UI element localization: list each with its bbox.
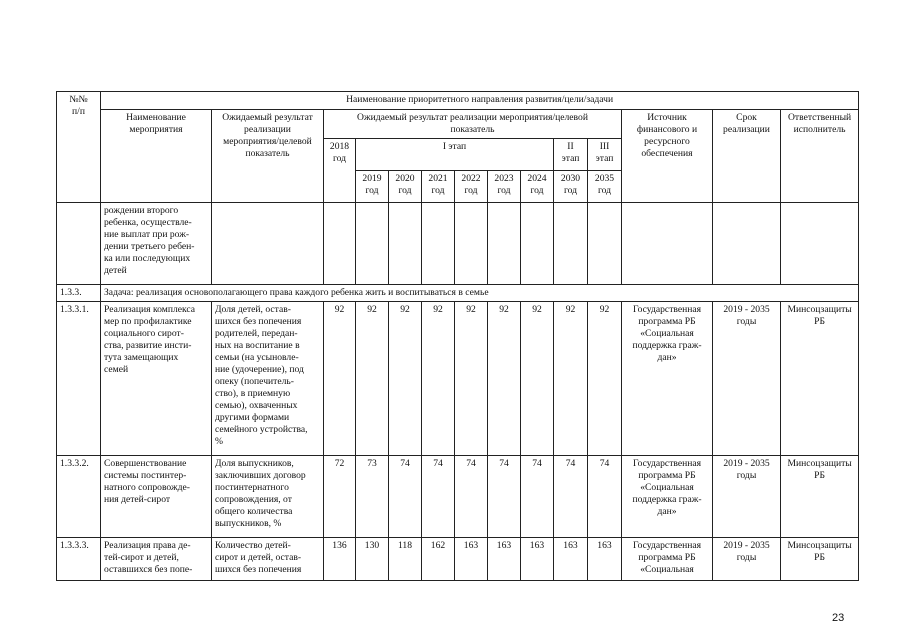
row-num: 1.3.3.1. (57, 302, 101, 456)
row-indicator: Количество детей- сирот и детей, остав- шихся без попечения (212, 538, 324, 581)
task-num: 1.3.3. (57, 285, 101, 302)
header-funding-source: Источник финансового и ресурсного обеспечения (622, 110, 713, 203)
row-num: 1.3.3.3. (57, 538, 101, 581)
row-term: 2019 - 2035 годы (713, 456, 781, 538)
row-value-2018: 72 (324, 456, 356, 538)
row-num: 1.3.3.2. (57, 456, 101, 538)
header-stage-2: II этап (554, 139, 588, 171)
row-value-2024: 92 (521, 302, 554, 456)
row-value-2024: 74 (521, 456, 554, 538)
header-expected-impl: Ожидаемый результат реализации мероприятия/целевой показатель (324, 110, 622, 139)
row-value-2021: 92 (422, 302, 455, 456)
row-value-2020: 74 (389, 456, 422, 538)
row-responsible: Минсоцзащиты РБ (781, 538, 859, 581)
row-value-2024: 163 (521, 538, 554, 581)
header-year: 2030 год (554, 171, 588, 203)
row-value-2035: 74 (588, 456, 622, 538)
header-year: 2020 год (389, 171, 422, 203)
row-value-2023: 74 (488, 456, 521, 538)
row-activity-name: Совершенствование системы постинтер- натного сопровожде- ния детей-сирот (101, 456, 212, 538)
row-value-2020: 92 (389, 302, 422, 456)
row-value-2021: 74 (422, 456, 455, 538)
task-row (57, 285, 859, 302)
header-direction: Наименование приоритетного направления развития/цели/задачи (101, 92, 859, 110)
continuation-activity-name: рождении второго ребенка, осуществле- ние выплат при рож- дении третьего ребен- ка или последующих детей (101, 203, 212, 285)
header-year: 2023 год (488, 171, 521, 203)
row-value-2023: 163 (488, 538, 521, 581)
row-term: 2019 - 2035 годы (713, 302, 781, 456)
row-value-2030: 92 (554, 302, 588, 456)
header-year: 2022 год (455, 171, 488, 203)
row-value-2023: 92 (488, 302, 521, 456)
row-value-2018: 136 (324, 538, 356, 581)
row-responsible: Минсоцзащиты РБ (781, 456, 859, 538)
row-indicator: Доля детей, остав- шихся без попечения родителей, передан- ных на воспитание в семьи (на усыновле- ние (удочерение), под опеку (попечитель- ство), в приемную семью), охваченных другими формами семейного устройства, % (212, 302, 324, 456)
row-value-2019: 92 (356, 302, 389, 456)
row-value-2019: 130 (356, 538, 389, 581)
header-stage-1: I этап (356, 139, 554, 171)
page-number: 23 (832, 612, 845, 624)
row-value-2030: 74 (554, 456, 588, 538)
row-funding-source: Государственная программа РБ «Социальная поддержка граж- дан» (622, 302, 713, 456)
row-value-2035: 92 (588, 302, 622, 456)
row-indicator: Доля выпускников, заключивших договор постинтернатного сопровождения, от общего количества выпускников, % (212, 456, 324, 538)
header-responsible: Ответственный исполнитель (781, 110, 859, 203)
continuation-row (57, 203, 859, 285)
header-term: Срок реализации (713, 110, 781, 203)
header-year: 2019 год (356, 171, 389, 203)
header-stage-3: III этап (588, 139, 622, 171)
measures-table (56, 91, 859, 581)
table-row (57, 302, 859, 456)
row-funding-source: Государственная программа РБ «Социальная поддержка граж- дан» (622, 456, 713, 538)
row-responsible: Минсоцзащиты РБ (781, 302, 859, 456)
header-year: 2021 год (422, 171, 455, 203)
row-activity-name: Реализация права де- тей-сирот и детей, оставшихся без попе- (101, 538, 212, 581)
header-year: 2035 год (588, 171, 622, 203)
row-value-2022: 92 (455, 302, 488, 456)
row-value-2022: 163 (455, 538, 488, 581)
row-value-2018: 92 (324, 302, 356, 456)
row-value-2022: 74 (455, 456, 488, 538)
row-value-2035: 163 (588, 538, 622, 581)
task-text: Задача: реализация основополагающего права каждого ребенка жить и воспитываться в семье (101, 285, 859, 302)
header-year-2018: 2018 год (324, 139, 356, 203)
header-expected-result: Ожидаемый результат реализации мероприятия/целевой показатель (212, 110, 324, 203)
header-num: №№ п/п (57, 92, 101, 203)
row-value-2020: 118 (389, 538, 422, 581)
header-year: 2024 год (521, 171, 554, 203)
table-row (57, 456, 859, 538)
row-activity-name: Реализация комплекса мер по профилактике социального сирот- ства, развитие инсти- тута замещающих семей (101, 302, 212, 456)
row-term: 2019 - 2035 годы (713, 538, 781, 581)
row-value-2021: 162 (422, 538, 455, 581)
header-activity-name: Наименование мероприятия (101, 110, 212, 203)
row-funding-source: Государственная программа РБ «Социальная (622, 538, 713, 581)
table-row (57, 538, 859, 581)
row-value-2019: 73 (356, 456, 389, 538)
row-value-2030: 163 (554, 538, 588, 581)
